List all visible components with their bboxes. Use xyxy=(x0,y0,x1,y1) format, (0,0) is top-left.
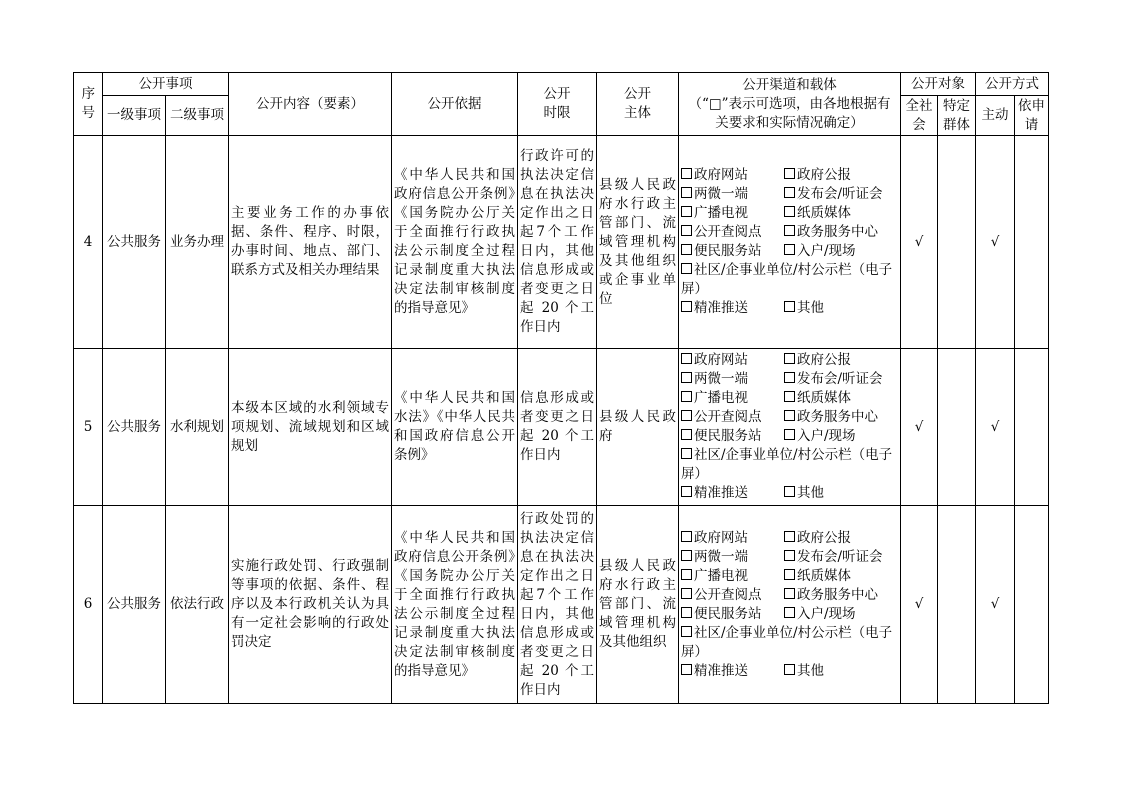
option-weibo-wechat: 两微一端 xyxy=(681,185,784,204)
row-basis: 《中华人民共和国政府信息公开条例》《国务院办公厅关于全面推行行政执法公示制度全过程记录制度重大执法决定法制审核制度的指导意见》 xyxy=(392,506,518,704)
row-deadline: 行政许可的执法决定信息在执法决定作出之日起7个工作日内，其他信息形成或者变更之日起 20 个工作日内 xyxy=(518,136,597,349)
row-seq: 6 xyxy=(74,506,103,704)
row-deadline: 行政处罚的执法决定信息在执法决定作出之日起7个工作日内，其他信息形成或者变更之日起 20 个工作日内 xyxy=(518,506,597,704)
row-mode-apply xyxy=(1015,506,1049,704)
option-gazette: 政府公报 xyxy=(784,166,851,185)
header-basis: 公开依据 xyxy=(392,73,518,136)
row-seq: 5 xyxy=(74,349,103,506)
option-push: 精准推送 xyxy=(681,662,784,681)
checkbox-icon xyxy=(784,429,795,440)
checkbox-icon xyxy=(681,664,692,675)
option-bulletin: 社区/企事业单位/村公示栏（电子屏） xyxy=(681,624,893,660)
disclosure-table xyxy=(73,72,1049,704)
header-level1: 一级事项 xyxy=(103,96,166,136)
checkbox-icon xyxy=(784,531,795,542)
row-channels xyxy=(679,136,901,349)
checkbox-icon xyxy=(681,410,692,421)
row-mode-apply xyxy=(1015,136,1049,349)
checkbox-icon xyxy=(681,263,692,274)
header-mode: 公开方式 xyxy=(976,73,1049,96)
checkbox-icon xyxy=(681,486,692,497)
checkbox-icon xyxy=(681,372,692,383)
row-level1: 公共服务 xyxy=(103,136,166,349)
checkbox-icon xyxy=(681,168,692,179)
header-level2: 二级事项 xyxy=(166,96,229,136)
row-basis: 《中华人民共和国水法》《中华人民共和国政府信息公开条例》 xyxy=(392,349,518,506)
checkbox-icon xyxy=(784,550,795,561)
checkbox-icon xyxy=(784,664,795,675)
option-press: 发布会/听证会 xyxy=(784,548,883,567)
row-target-all: √ xyxy=(901,136,938,349)
option-gazette: 政府公报 xyxy=(784,529,851,548)
option-push: 精准推送 xyxy=(681,299,784,318)
checkbox-icon xyxy=(681,626,692,637)
checkbox-icon xyxy=(784,391,795,402)
option-service-center: 政务服务中心 xyxy=(784,408,878,427)
checkbox-icon xyxy=(681,244,692,255)
checkbox-icon xyxy=(784,187,795,198)
row-seq: 4 xyxy=(74,136,103,349)
option-broadcast: 广播电视 xyxy=(681,567,784,586)
checkbox-icon xyxy=(681,225,692,236)
checkbox-icon xyxy=(681,206,692,217)
checkbox-icon xyxy=(784,225,795,236)
checkbox-icon xyxy=(681,391,692,402)
option-press: 发布会/听证会 xyxy=(784,185,883,204)
row-deadline: 信息形成或者变更之日起 20 个工作日内 xyxy=(518,349,597,506)
row-level2: 依法行政 xyxy=(166,506,229,704)
option-website: 政府网站 xyxy=(681,351,784,370)
checkbox-icon xyxy=(784,607,795,618)
row-target-all: √ xyxy=(901,506,938,704)
row-channels xyxy=(679,349,901,506)
option-reading-point: 公开查阅点 xyxy=(681,586,784,605)
checkbox-icon xyxy=(784,353,795,364)
row-target-group xyxy=(938,349,976,506)
option-onsite: 入户/现场 xyxy=(784,242,856,261)
row-target-all: √ xyxy=(901,349,938,506)
header-target: 公开对象 xyxy=(901,73,976,96)
option-bulletin: 社区/企事业单位/村公示栏（电子屏） xyxy=(681,447,893,482)
option-broadcast: 广播电视 xyxy=(681,389,784,408)
header-matter: 公开事项 xyxy=(103,73,229,96)
row-subject: 县级人民政府 xyxy=(597,349,679,506)
checkbox-icon xyxy=(784,569,795,580)
option-push: 精准推送 xyxy=(681,484,784,503)
checkbox-icon xyxy=(784,410,795,421)
row-level2: 水利规划 xyxy=(166,349,229,506)
row-subject: 县级人民政府水行政主管部门、流域管理机构及其他组织 xyxy=(597,506,679,704)
row-mode-apply xyxy=(1015,349,1049,506)
row-mode-active: √ xyxy=(976,349,1015,506)
table-row xyxy=(74,506,1049,704)
option-other: 其他 xyxy=(784,484,824,503)
option-service-station: 便民服务站 xyxy=(681,605,784,624)
checkbox-icon xyxy=(681,429,692,440)
header-subject: 公开主体 xyxy=(597,73,679,136)
row-mode-active: √ xyxy=(976,136,1015,349)
header-row-1 xyxy=(74,73,1049,96)
checkbox-icon xyxy=(681,569,692,580)
option-website: 政府网站 xyxy=(681,529,784,548)
option-weibo-wechat: 两微一端 xyxy=(681,370,784,389)
row-mode-active: √ xyxy=(976,506,1015,704)
checkbox-icon xyxy=(681,588,692,599)
row-target-group xyxy=(938,506,976,704)
checkbox-icon xyxy=(784,301,795,312)
row-level1: 公共服务 xyxy=(103,506,166,704)
option-reading-point: 公开查阅点 xyxy=(681,408,784,427)
option-bulletin: 社区/企事业单位/村公示栏（电子屏） xyxy=(681,262,893,297)
row-content: 实施行政处罚、行政强制等事项的依据、条件、程序以及本行政机关认为具有一定社会影响的行政处罚决定 xyxy=(229,506,392,704)
row-content: 主要业务工作的办事依据、条件、程序、时限，办事时间、地点、部门、联系方式及相关办理结果 xyxy=(229,136,392,349)
checkbox-icon xyxy=(784,588,795,599)
checkbox-icon xyxy=(681,531,692,542)
header-mode-active: 主动 xyxy=(976,96,1015,136)
row-content: 本级本区域的水利领域专项规划、流域规划和区域规划 xyxy=(229,349,392,506)
checkbox-icon xyxy=(681,187,692,198)
header-content: 公开内容（要素） xyxy=(229,73,392,136)
option-gazette: 政府公报 xyxy=(784,351,851,370)
checkbox-icon xyxy=(681,550,692,561)
checkbox-icon xyxy=(784,206,795,217)
row-target-group xyxy=(938,136,976,349)
option-reading-point: 公开查阅点 xyxy=(681,223,784,242)
checkbox-icon xyxy=(681,607,692,618)
checkbox-icon xyxy=(681,301,692,312)
option-weibo-wechat: 两微一端 xyxy=(681,548,784,567)
table-row xyxy=(74,349,1049,506)
row-level1: 公共服务 xyxy=(103,349,166,506)
checkbox-icon xyxy=(681,448,692,459)
channel-note: （“□”表示可选项，由各地根据有关要求和实际情况确定） xyxy=(688,95,891,131)
header-channel xyxy=(679,73,901,136)
row-basis: 《中华人民共和国政府信息公开条例》《国务院办公厅关于全面推行行政执法公示制度全过程记录制度重大执法决定法制审核制度的指导意见》 xyxy=(392,136,518,349)
option-broadcast: 广播电视 xyxy=(681,204,784,223)
table-row xyxy=(74,136,1049,349)
row-channels xyxy=(679,506,901,704)
checkbox-icon xyxy=(681,353,692,364)
header-seq: 序号 xyxy=(74,73,103,136)
option-service-center: 政务服务中心 xyxy=(784,223,878,242)
header-target-group: 特定群体 xyxy=(938,96,976,136)
option-service-station: 便民服务站 xyxy=(681,242,784,261)
checkbox-icon xyxy=(784,486,795,497)
option-paper: 纸质媒体 xyxy=(784,389,851,408)
option-press: 发布会/听证会 xyxy=(784,370,883,389)
header-deadline: 公开时限 xyxy=(518,73,597,136)
checkbox-icon xyxy=(784,244,795,255)
option-onsite: 入户/现场 xyxy=(784,605,856,624)
channel-title: 公开渠道和载体 xyxy=(742,76,837,93)
header-target-all: 全社会 xyxy=(901,96,938,136)
option-paper: 纸质媒体 xyxy=(784,567,851,586)
option-paper: 纸质媒体 xyxy=(784,204,851,223)
option-service-station: 便民服务站 xyxy=(681,427,784,446)
row-level2: 业务办理 xyxy=(166,136,229,349)
row-subject: 县级人民政府水行政主管部门、流域管理机构及其他组织或企事业单位 xyxy=(597,136,679,349)
option-website: 政府网站 xyxy=(681,166,784,185)
checkbox-icon xyxy=(784,168,795,179)
header-mode-apply: 依申请 xyxy=(1015,96,1049,136)
option-onsite: 入户/现场 xyxy=(784,427,856,446)
option-service-center: 政务服务中心 xyxy=(784,586,878,605)
option-other: 其他 xyxy=(784,299,824,318)
checkbox-icon xyxy=(784,372,795,383)
option-other: 其他 xyxy=(784,662,824,681)
